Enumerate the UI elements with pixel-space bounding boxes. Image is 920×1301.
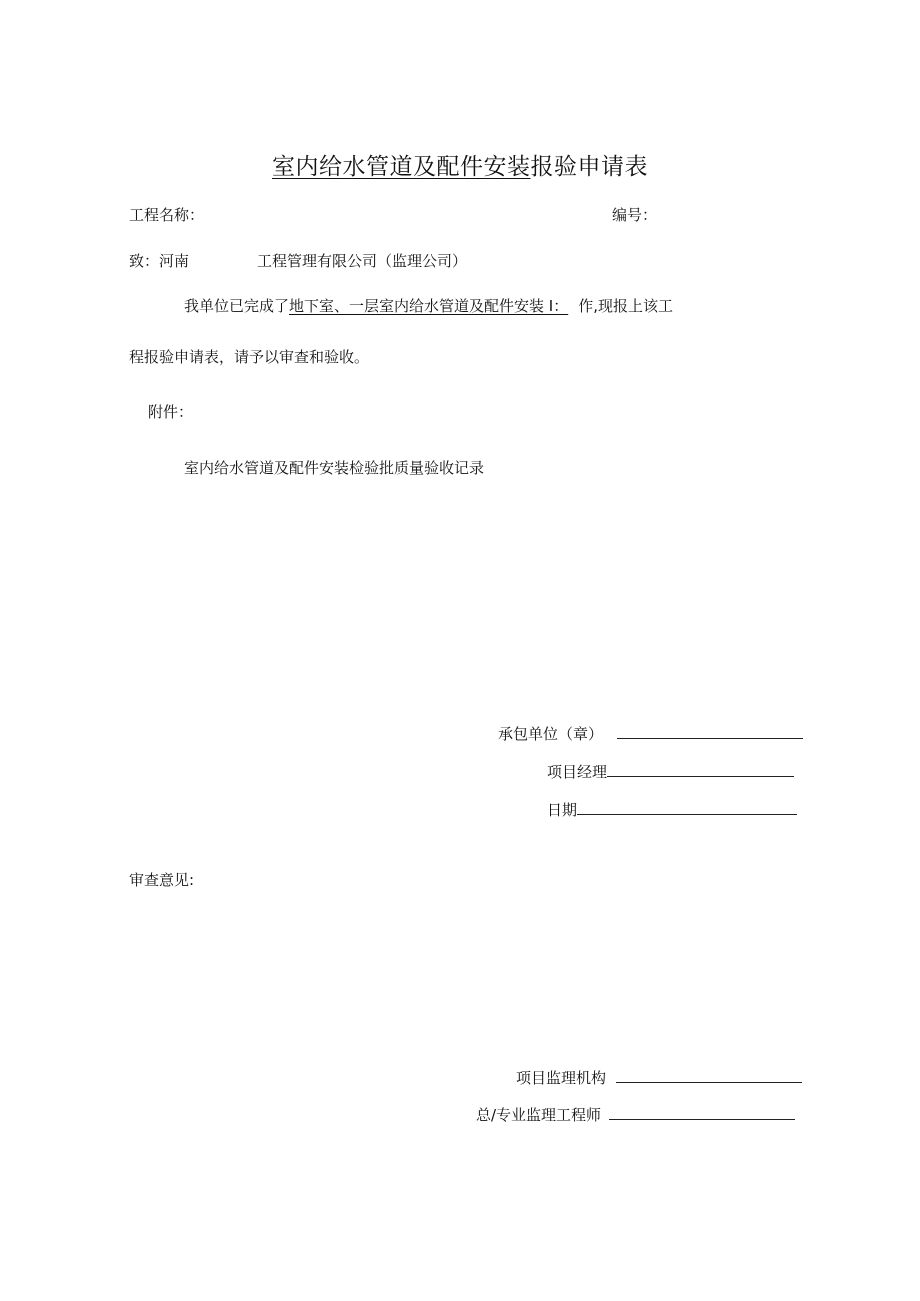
supervising-engineer-row [476, 1105, 795, 1125]
date-label: 日期 [547, 801, 578, 819]
to-company: 工程管理有限公司（监理公司） [257, 252, 468, 270]
supervision-org-signature-line [616, 1068, 802, 1083]
contractor-unit-signature-line [617, 724, 803, 739]
date-row [547, 800, 797, 820]
body-line-1-suffix: 作,现报上该工 [578, 297, 673, 315]
contractor-unit-label: 承包单位（章） [498, 725, 604, 743]
contractor-unit-row [498, 724, 803, 744]
to-line [129, 251, 467, 271]
body-line-1-underlined: 地下室、一层室内给水管道及配件安装 I： [289, 297, 569, 315]
body-line-1-prefix: 我单位已完成了 [184, 297, 290, 315]
project-manager-signature-line [607, 762, 794, 777]
body-line-1 [184, 296, 673, 316]
title-underlined: 室内给水管道及配件安装 [272, 154, 531, 180]
project-manager-label: 项目经理 [547, 763, 608, 781]
supervising-engineer-label: 总/专业监理工程师 [476, 1106, 602, 1124]
to-prefix: 致：河南 [129, 252, 190, 270]
supervising-engineer-signature-line [609, 1105, 795, 1120]
attachment-item: 室内给水管道及配件安装检验批质量验收记录 [184, 459, 485, 477]
supervision-org-label: 项目监理机构 [516, 1069, 607, 1087]
review-opinion-label: 审查意见: [129, 871, 195, 889]
project-name-label: 工程名称： [129, 206, 205, 224]
date-line [577, 800, 797, 815]
project-manager-row [547, 762, 794, 782]
title-rest: 报验申请表 [530, 154, 648, 180]
attachment-label: 附件： [148, 403, 194, 421]
supervision-org-row [516, 1068, 802, 1088]
number-label: 编号： [612, 206, 658, 224]
body-line-2: 程报验申请表，请予以审查和验收。 [129, 348, 370, 366]
page-title [0, 148, 920, 181]
